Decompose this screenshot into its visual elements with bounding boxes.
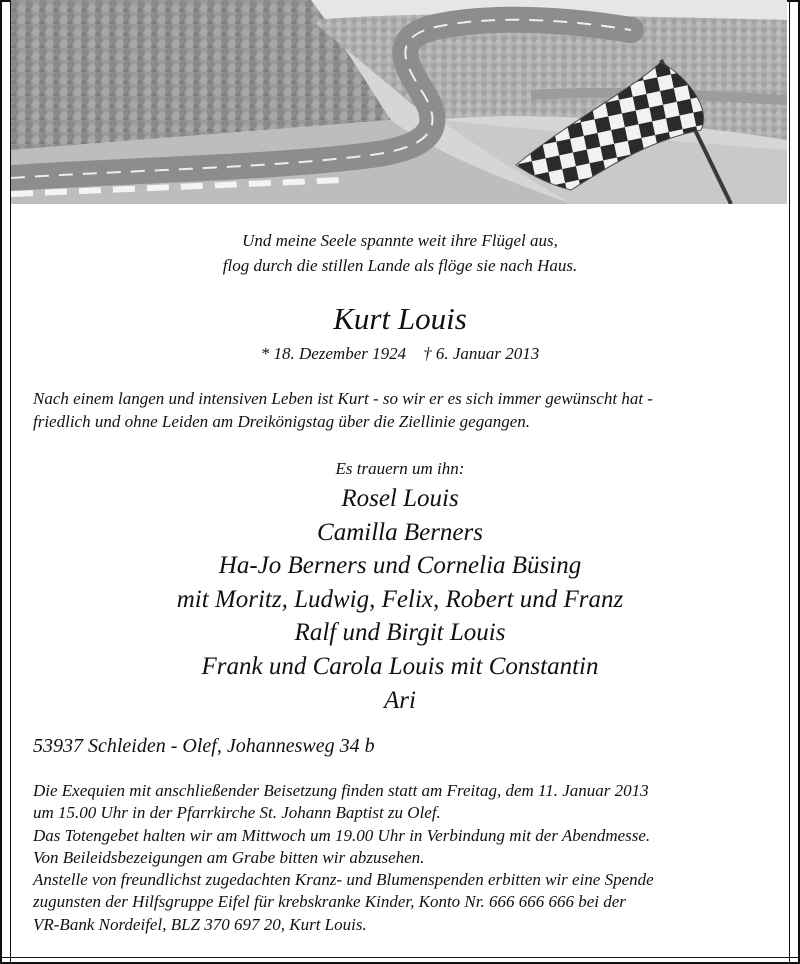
poem-line: Und meine Seele spannte weit ihre Flügel aus, xyxy=(242,231,558,250)
funeral-details xyxy=(33,780,773,936)
race-track-banner-image xyxy=(11,0,787,204)
mourner-name: Ha-Jo Berners und Cornelia Büsing xyxy=(218,552,582,580)
details-line: um 15.00 Uhr in der Pfarrkirche St. Johann Baptist zu Olef. xyxy=(33,803,441,823)
mourners-label: Es trauern um ihn: xyxy=(335,459,465,478)
mourner-name: Frank und Carola Louis mit Constantin xyxy=(201,652,599,680)
birth-date: * 18. Dezember 1924 xyxy=(260,344,407,363)
mourner-name: Rosel Louis xyxy=(341,485,459,512)
poem-line: flog durch die stillen Lande als flöge sie nach Haus. xyxy=(222,256,578,275)
intro-line: friedlich und ohne Leiden am Dreikönigstag über die Ziellinie gegangen. xyxy=(33,412,531,431)
details-line: zugunsten der Hilfsgruppe Eifel für krebskranke Kinder, Konto Nr. 666 666 666 bei der xyxy=(33,892,626,912)
details-line: VR-Bank Nordeifel, BLZ 370 697 20, Kurt Louis. xyxy=(33,914,367,934)
details-line: Die Exequien mit anschließender Beisetzung finden statt am Freitag, dem 11. Januar 2013 xyxy=(33,781,649,800)
details-line: Das Totengebet halten wir am Mittwoch um 19.00 Uhr in Verbindung mit der Abendmesse. xyxy=(33,825,651,845)
intro-paragraph xyxy=(33,387,773,433)
mourners-list xyxy=(0,482,800,717)
family-address: 53937 Schleiden - Olef, Johannesweg 34 b xyxy=(33,735,375,757)
death-date: † 6. Januar 2013 xyxy=(423,344,540,363)
mourner-name: Ari xyxy=(384,686,416,714)
details-line: Von Beileidsbezeigungen am Grabe bitten wir abzusehen. xyxy=(33,847,425,867)
border-line-bottom xyxy=(0,957,800,958)
poem-verse xyxy=(0,228,800,278)
deceased-name: Kurt Louis xyxy=(333,301,467,336)
mourner-name: Ralf und Birgit Louis xyxy=(294,619,506,647)
mourner-name: mit Moritz, Ludwig, Felix, Robert und Franz xyxy=(176,585,624,613)
intro-line: Nach einem langen und intensiven Leben ist Kurt - so wir er es sich immer gewünscht hat - xyxy=(33,389,653,408)
life-dates xyxy=(0,343,800,365)
details-line: Anstelle von freundlichst zugedachten Kranz- und Blumenspenden erbitten wir eine Spende xyxy=(33,870,654,890)
race-track-illustration xyxy=(11,0,787,204)
mourner-name: Camilla Berners xyxy=(317,518,483,546)
